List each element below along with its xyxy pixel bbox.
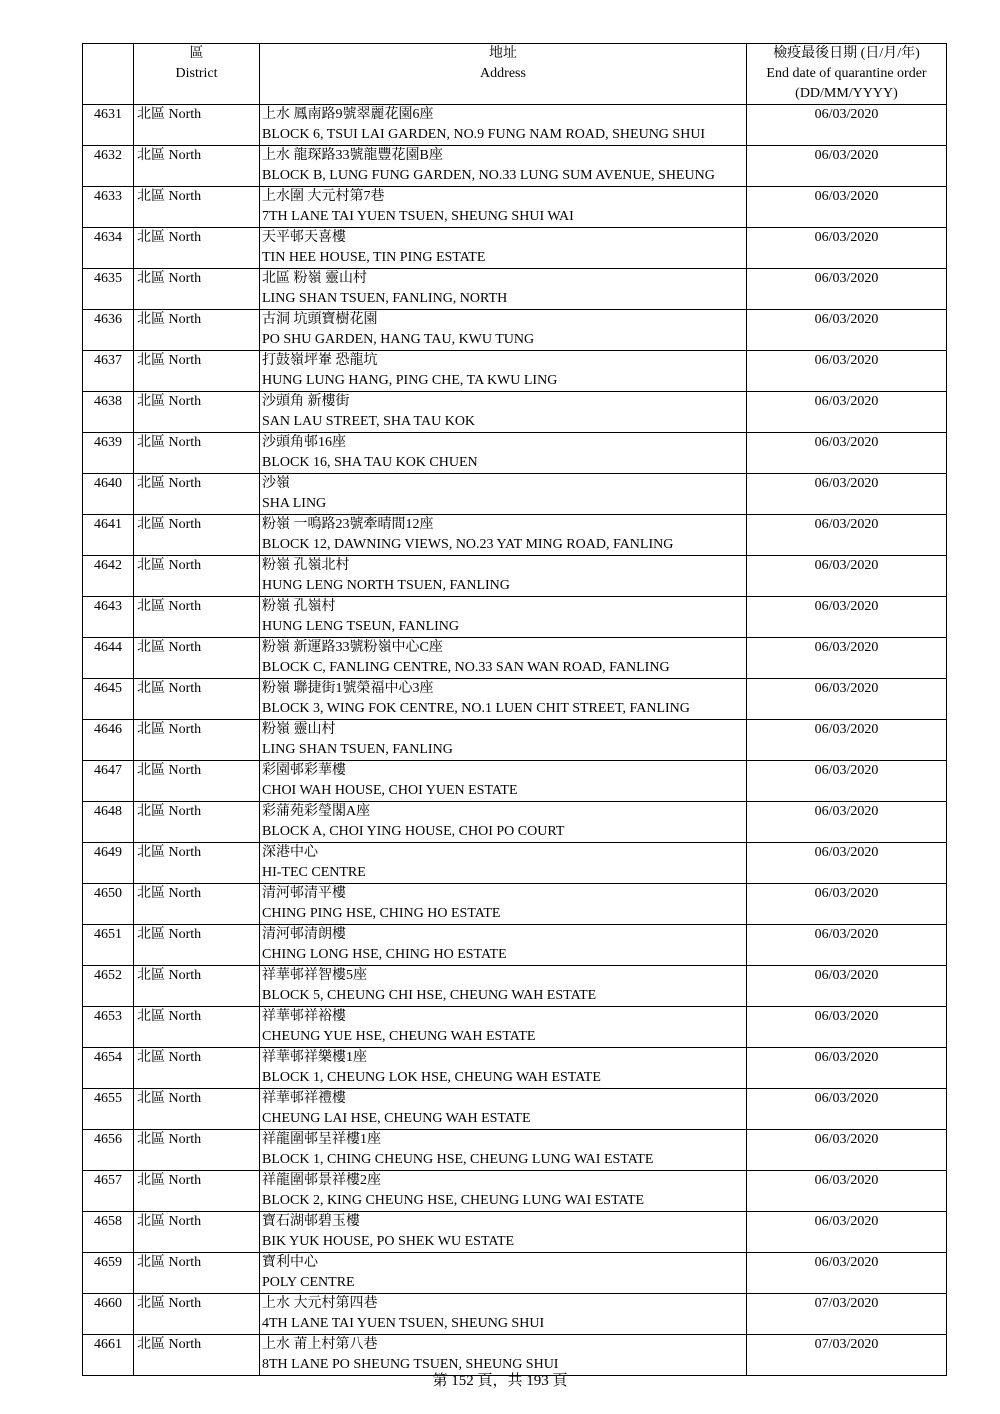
- row-address: [260, 515, 747, 556]
- row-address-zh: 粉嶺 聯捷街1號榮福中心3座: [262, 681, 434, 696]
- row-end-date: 06/03/2020: [747, 351, 947, 392]
- row-district: 北區 North: [134, 679, 260, 720]
- row-district: 北區 North: [134, 433, 260, 474]
- row-district: 北區 North: [134, 1171, 260, 1212]
- row-address-zh: 祥華邨祥樂樓1座: [262, 1050, 367, 1065]
- row-address: [260, 146, 747, 187]
- row-address-zh: 祥華邨祥智樓5座: [262, 968, 367, 983]
- row-end-date: 06/03/2020: [747, 1130, 947, 1171]
- row-end-date: 06/03/2020: [747, 843, 947, 884]
- row-district: 北區 North: [134, 1212, 260, 1253]
- row-number: 4635: [83, 269, 134, 310]
- row-address-zh: 彩園邨彩華樓: [262, 763, 346, 778]
- row-address: [260, 802, 747, 843]
- row-address: [260, 105, 747, 146]
- row-address-zh: 粉嶺 孔嶺村: [262, 599, 336, 614]
- row-address-zh: 上水 大元村第四巷: [262, 1296, 378, 1311]
- row-end-date: 06/03/2020: [747, 720, 947, 761]
- row-district: 北區 North: [134, 556, 260, 597]
- row-district: 北區 North: [134, 843, 260, 884]
- row-number: 4650: [83, 884, 134, 925]
- row-address-en: CHEUNG YUE HSE, CHEUNG WAH ESTATE: [262, 1029, 536, 1044]
- header-address: [260, 44, 747, 105]
- row-address-zh: 祥華邨祥禮樓: [262, 1091, 346, 1106]
- row-address-en: HUNG LENG TSEUN, FANLING: [262, 619, 460, 634]
- table-row: [83, 433, 947, 474]
- row-district: 北區 North: [134, 1048, 260, 1089]
- row-address: [260, 1130, 747, 1171]
- row-number: 4661: [83, 1335, 134, 1376]
- row-end-date: 06/03/2020: [747, 1171, 947, 1212]
- row-end-date: 06/03/2020: [747, 228, 947, 269]
- row-address: [260, 433, 747, 474]
- row-address: [260, 1212, 747, 1253]
- row-number: 4656: [83, 1130, 134, 1171]
- row-address-zh: 清河邨清平樓: [262, 886, 346, 901]
- row-address-en: LING SHAN TSUEN, FANLING, NORTH: [262, 291, 508, 306]
- row-address: [260, 1007, 747, 1048]
- row-address: [260, 884, 747, 925]
- row-number: 4643: [83, 597, 134, 638]
- row-address: [260, 761, 747, 802]
- row-address-en: HUNG LENG NORTH TSUEN, FANLING: [262, 578, 510, 593]
- header-address-zh: 地址: [489, 46, 517, 61]
- table-row: [83, 597, 947, 638]
- row-number: 4645: [83, 679, 134, 720]
- row-number: 4648: [83, 802, 134, 843]
- row-address-en: BLOCK 2, KING CHEUNG HSE, CHEUNG LUNG WAI ESTATE: [262, 1193, 645, 1208]
- row-address: [260, 597, 747, 638]
- row-address-zh: 上水 莆上村第八巷: [262, 1337, 378, 1352]
- row-address-en: BIK YUK HOUSE, PO SHEK WU ESTATE: [262, 1234, 515, 1249]
- table-row: [83, 761, 947, 802]
- row-district: 北區 North: [134, 1089, 260, 1130]
- row-address: [260, 228, 747, 269]
- table-row: [83, 1212, 947, 1253]
- row-address-zh: 深港中心: [262, 845, 318, 860]
- row-address-zh: 上水 鳳南路9號翠麗花園6座: [262, 107, 434, 122]
- row-address: [260, 720, 747, 761]
- row-address-zh: 沙頭角邨16座: [262, 435, 346, 450]
- row-address: [260, 925, 747, 966]
- row-address-en: SAN LAU STREET, SHA TAU KOK: [262, 414, 476, 429]
- row-address: [260, 351, 747, 392]
- header-end-date: [747, 44, 947, 105]
- row-end-date: 06/03/2020: [747, 761, 947, 802]
- row-district: 北區 North: [134, 351, 260, 392]
- row-address-en: 4TH LANE TAI YUEN TSUEN, SHEUNG SHUI: [262, 1316, 545, 1331]
- row-address-zh: 彩蒲苑彩瑩閣A座: [262, 804, 371, 819]
- row-district: 北區 North: [134, 1294, 260, 1335]
- row-address: [260, 392, 747, 433]
- table-row: [83, 1294, 947, 1335]
- row-end-date: 06/03/2020: [747, 802, 947, 843]
- row-end-date: 06/03/2020: [747, 597, 947, 638]
- row-address-zh: 粉嶺 新運路33號粉嶺中心C座: [262, 640, 443, 655]
- row-end-date: 06/03/2020: [747, 1007, 947, 1048]
- table-row: [83, 515, 947, 556]
- table-row: [83, 1007, 947, 1048]
- table-row: [83, 679, 947, 720]
- row-end-date: 07/03/2020: [747, 1294, 947, 1335]
- table-row: [83, 925, 947, 966]
- row-district: 北區 North: [134, 269, 260, 310]
- row-number: 4653: [83, 1007, 134, 1048]
- row-address-en: LING SHAN TSUEN, FANLING: [262, 742, 453, 757]
- row-number: 4642: [83, 556, 134, 597]
- table-row: [83, 1130, 947, 1171]
- table-row: [83, 638, 947, 679]
- row-district: 北區 North: [134, 884, 260, 925]
- row-address: [260, 843, 747, 884]
- row-end-date: 06/03/2020: [747, 556, 947, 597]
- row-address-zh: 粉嶺 一鳴路23號牽晴間12座: [262, 517, 434, 532]
- row-address-zh: 寶利中心: [262, 1255, 318, 1270]
- row-number: 4659: [83, 1253, 134, 1294]
- row-number: 4641: [83, 515, 134, 556]
- row-address-en: 7TH LANE TAI YUEN TSUEN, SHEUNG SHUI WAI: [262, 209, 574, 224]
- row-number: 4652: [83, 966, 134, 1007]
- row-address-en: BLOCK 6, TSUI LAI GARDEN, NO.9 FUNG NAM ROAD, SHEUNG SHUI: [262, 127, 706, 142]
- row-address: [260, 966, 747, 1007]
- row-address-en: HUNG LUNG HANG, PING CHE, TA KWU LING: [262, 373, 558, 388]
- row-district: 北區 North: [134, 105, 260, 146]
- row-end-date: 06/03/2020: [747, 1089, 947, 1130]
- table-header: [83, 44, 947, 105]
- header-district: [134, 44, 260, 105]
- table-row: [83, 269, 947, 310]
- quarantine-address-table-container: [82, 43, 946, 1376]
- table-row: [83, 1253, 947, 1294]
- row-district: 北區 North: [134, 1130, 260, 1171]
- row-address-en: BLOCK 5, CHEUNG CHI HSE, CHEUNG WAH ESTATE: [262, 988, 597, 1003]
- row-number: 4649: [83, 843, 134, 884]
- header-date-zh: 檢疫最後日期 (日/月/年): [773, 46, 920, 61]
- row-district: 北區 North: [134, 1253, 260, 1294]
- table-row: [83, 146, 947, 187]
- row-district: 北區 North: [134, 1007, 260, 1048]
- row-address-en: BLOCK 3, WING FOK CENTRE, NO.1 LUEN CHIT STREET, FANLING: [262, 701, 690, 716]
- row-district: 北區 North: [134, 1335, 260, 1376]
- table-row: [83, 720, 947, 761]
- row-address-zh: 清河邨清朗樓: [262, 927, 346, 942]
- row-number: 4636: [83, 310, 134, 351]
- header-address-en: Address: [480, 66, 526, 81]
- table-row: [83, 1171, 947, 1212]
- row-address: [260, 310, 747, 351]
- row-district: 北區 North: [134, 310, 260, 351]
- row-end-date: 06/03/2020: [747, 925, 947, 966]
- row-address-zh: 沙頭角 新樓街: [262, 394, 350, 409]
- row-number: 4644: [83, 638, 134, 679]
- table-row: [83, 1089, 947, 1130]
- table-row: [83, 228, 947, 269]
- row-end-date: 06/03/2020: [747, 679, 947, 720]
- row-address-zh: 粉嶺 孔嶺北村: [262, 558, 350, 573]
- row-end-date: 06/03/2020: [747, 884, 947, 925]
- row-address-en: CHING PING HSE, CHING HO ESTATE: [262, 906, 501, 921]
- row-district: 北區 North: [134, 720, 260, 761]
- table-row: [83, 884, 947, 925]
- row-number: 4651: [83, 925, 134, 966]
- row-address: [260, 1253, 747, 1294]
- row-number: 4647: [83, 761, 134, 802]
- table-row: [83, 843, 947, 884]
- row-end-date: 06/03/2020: [747, 392, 947, 433]
- row-number: 4637: [83, 351, 134, 392]
- row-address-en: POLY CENTRE: [262, 1275, 355, 1290]
- row-address-zh: 粉嶺 靈山村: [262, 722, 336, 737]
- row-district: 北區 North: [134, 638, 260, 679]
- row-address: [260, 1171, 747, 1212]
- header-district-zh: 區: [189, 46, 204, 61]
- row-number: 4638: [83, 392, 134, 433]
- header-district-en: District: [175, 66, 218, 81]
- row-address: [260, 187, 747, 228]
- row-address-en: SHA LING: [262, 496, 327, 511]
- row-address-zh: 祥華邨祥裕樓: [262, 1009, 346, 1024]
- header-number: [83, 44, 134, 105]
- row-address: [260, 1048, 747, 1089]
- row-number: 4640: [83, 474, 134, 515]
- row-district: 北區 North: [134, 761, 260, 802]
- row-end-date: 06/03/2020: [747, 1253, 947, 1294]
- row-address-zh: 古洞 坑頭寶樹花園: [262, 312, 378, 327]
- row-end-date: 06/03/2020: [747, 433, 947, 474]
- row-number: 4657: [83, 1171, 134, 1212]
- table-row: [83, 351, 947, 392]
- row-end-date: 06/03/2020: [747, 638, 947, 679]
- row-district: 北區 North: [134, 802, 260, 843]
- table-row: [83, 802, 947, 843]
- row-address-en: CHOI WAH HOUSE, CHOI YUEN ESTATE: [262, 783, 518, 798]
- row-end-date: 06/03/2020: [747, 515, 947, 556]
- row-address-en: HI-TEC CENTRE: [262, 865, 366, 880]
- row-address: [260, 679, 747, 720]
- table-row: [83, 187, 947, 228]
- row-district: 北區 North: [134, 146, 260, 187]
- row-address-zh: 沙嶺: [262, 476, 290, 491]
- row-number: 4646: [83, 720, 134, 761]
- table-row: [83, 474, 947, 515]
- row-address-en: BLOCK 16, SHA TAU KOK CHUEN: [262, 455, 478, 470]
- header-date-en: End date of quarantine order: [766, 66, 927, 81]
- row-number: 4639: [83, 433, 134, 474]
- row-address-en: TIN HEE HOUSE, TIN PING ESTATE: [262, 250, 486, 265]
- row-number: 4633: [83, 187, 134, 228]
- row-district: 北區 North: [134, 515, 260, 556]
- row-address-zh: 祥龍圍邨呈祥樓1座: [262, 1132, 381, 1147]
- row-address: [260, 1089, 747, 1130]
- row-district: 北區 North: [134, 228, 260, 269]
- row-district: 北區 North: [134, 966, 260, 1007]
- row-address: [260, 638, 747, 679]
- table-row: [83, 1048, 947, 1089]
- table-row: [83, 310, 947, 351]
- row-district: 北區 North: [134, 597, 260, 638]
- row-number: 4655: [83, 1089, 134, 1130]
- row-number: 4631: [83, 105, 134, 146]
- row-end-date: 06/03/2020: [747, 310, 947, 351]
- page-number-footer: 第 152 頁，共 193 頁: [432, 1373, 568, 1389]
- table-body: [83, 105, 947, 1376]
- quarantine-address-table: [82, 43, 947, 1376]
- table-row: [83, 105, 947, 146]
- row-address-en: PO SHU GARDEN, HANG TAU, KWU TUNG: [262, 332, 535, 347]
- row-end-date: 07/03/2020: [747, 1335, 947, 1376]
- row-address-en: BLOCK 1, CHING CHEUNG HSE, CHEUNG LUNG WAI ESTATE: [262, 1152, 654, 1167]
- row-district: 北區 North: [134, 187, 260, 228]
- row-address: [260, 269, 747, 310]
- row-address: [260, 474, 747, 515]
- table-row: [83, 966, 947, 1007]
- row-address-en: 8TH LANE PO SHEUNG TSUEN, SHEUNG SHUI: [262, 1357, 559, 1372]
- row-end-date: 06/03/2020: [747, 269, 947, 310]
- row-number: 4658: [83, 1212, 134, 1253]
- row-end-date: 06/03/2020: [747, 966, 947, 1007]
- row-number: 4632: [83, 146, 134, 187]
- row-number: 4634: [83, 228, 134, 269]
- row-end-date: 06/03/2020: [747, 1212, 947, 1253]
- row-address-en: BLOCK C, FANLING CENTRE, NO.33 SAN WAN ROAD, FANLING: [262, 660, 670, 675]
- row-address-zh: 北區 粉嶺 靈山村: [262, 271, 367, 286]
- row-address-zh: 上水 龍琛路33號龍豐花園B座: [262, 148, 443, 163]
- row-address-zh: 祥龍圍邨景祥樓2座: [262, 1173, 381, 1188]
- row-number: 4654: [83, 1048, 134, 1089]
- row-address-en: BLOCK A, CHOI YING HOUSE, CHOI PO COURT: [262, 824, 565, 839]
- header-row: [83, 44, 947, 105]
- row-district: 北區 North: [134, 474, 260, 515]
- row-address-zh: 寶石湖邨碧玉樓: [262, 1214, 360, 1229]
- row-address-en: CHING LONG HSE, CHING HO ESTATE: [262, 947, 507, 962]
- row-address-zh: 打鼓嶺坪輋 恐龍坑: [262, 353, 378, 368]
- row-district: 北區 North: [134, 925, 260, 966]
- row-end-date: 06/03/2020: [747, 187, 947, 228]
- row-end-date: 06/03/2020: [747, 105, 947, 146]
- row-address: [260, 556, 747, 597]
- row-address-zh: 上水圍 大元村第7巷: [262, 189, 385, 204]
- row-end-date: 06/03/2020: [747, 1048, 947, 1089]
- row-number: 4660: [83, 1294, 134, 1335]
- row-address-en: BLOCK B, LUNG FUNG GARDEN, NO.33 LUNG SUM AVENUE, SHEUNG: [262, 168, 715, 183]
- row-end-date: 06/03/2020: [747, 146, 947, 187]
- row-address-en: BLOCK 1, CHEUNG LOK HSE, CHEUNG WAH ESTATE: [262, 1070, 601, 1085]
- row-address-en: BLOCK 12, DAWNING VIEWS, NO.23 YAT MING ROAD, FANLING: [262, 537, 674, 552]
- header-date-format: (DD/MM/YYYY): [795, 86, 898, 101]
- table-row: [83, 392, 947, 433]
- row-address-zh: 天平邨天喜樓: [262, 230, 346, 245]
- table-row: [83, 556, 947, 597]
- row-address: [260, 1294, 747, 1335]
- row-end-date: 06/03/2020: [747, 474, 947, 515]
- row-district: 北區 North: [134, 392, 260, 433]
- row-address-en: CHEUNG LAI HSE, CHEUNG WAH ESTATE: [262, 1111, 531, 1126]
